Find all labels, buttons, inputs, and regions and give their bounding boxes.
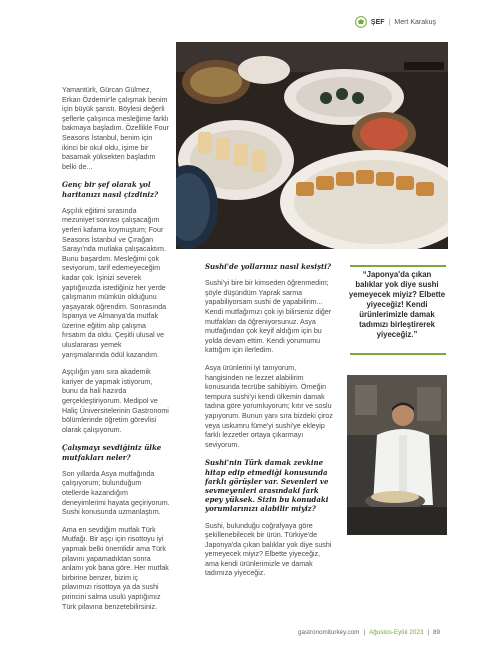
intro-paragraph: Yamantürk, Gürcan Gülmez, Erkan Özdemir'le çalışmak benim için büyük şanstı. Böylesi değerli şeflerle çalışınca mesleğime farklı bakmaya başladım. Özellikle Four Seasons İstanbul, benim için ikinci bir okul oldu, işime bir basamak yüksekten başladım belki de...: [62, 86, 169, 171]
article-column-2: [205, 262, 333, 587]
footer-website: gastronomiturkey.com: [297, 629, 360, 636]
pull-quote: “Japonya'da çıkan balıklar yok diye sushi yemeyecek miyiz? Elbette yiyeceğiz! Kendi ürünlerimizle damak tadımızı birleştirerek yiyeceğiz.”: [348, 270, 446, 339]
footer-separator: |: [427, 629, 429, 636]
page-number: 89: [432, 629, 440, 636]
pull-quote-top-rule: [350, 265, 446, 267]
author-name: Mert Karakuş: [394, 18, 436, 26]
sushi-platter-photo: [176, 42, 448, 249]
footer-issue: Ağustos-Eylül 2023: [369, 629, 424, 636]
page-footer: [298, 629, 440, 636]
question-2: Çalışmayı sevdiğiniz ülke mutfakları neler?: [62, 443, 162, 462]
header-separator: |: [388, 18, 391, 26]
page-header: [355, 16, 436, 28]
article-column-1: [62, 86, 170, 620]
answer-3-continued: Asya ürünlerini iyi tanıyorum, hangisinden ne lezzet alabilirim konusunda tecrübe sahibiyim. Örneğin tempura sushi'yi kendi ülkemin damak tadına göre yorumluyorum; kıtır ve soslu yapıyorum. Bunun yanı sıra bizdeki çiroz veya uskumru füme'yi sushi'ye ekleyip farklı lezzetler ortaya çıkarmayı seviyorum.: [205, 363, 333, 449]
answer-4: Sushi, bulunduğu coğrafyaya göre şekillenebilecek bir ürün. Türkiye'de Japonya'da çıkan balıklar yok diye sushi yemeyecek miyiz? Elbette yiyeceğiz, ama kendi ürünlerimizle ve damak tadımıza yiyeceğiz.: [205, 521, 332, 578]
question-1: Genç bir şef olarak yol haritanızı nasıl çizdiniz?: [62, 180, 159, 199]
answer-2: Son yıllarda Asya mutfağında çalışıyorum; bulunduğum otellerde kazandığım deneyimlerimi hayata geçiriyorum. Sushi konusunda uzmanlaştım.: [62, 469, 170, 517]
question-3: Sushi'de yollarınız nasıl kesişti?: [205, 262, 332, 271]
question-4: Sushi'nin Türk damak zevkine hitap edip etmediği konusunda farklı görüşler var. Sevenleri ve sevmeyenleri arasındaki fark epey yüksek. Sizin bu konudaki yorumlarınızı alabilir miyiz?: [205, 458, 329, 514]
answer-3: Sushi'yi bire bir kimseden öğrenmedim; şöyle düşündüm Yaprak sarma yapabiliyorsam sushi de yapabilirim... Kendi mutfağımızı çok iyi bilirseniz diğer mutfakları da öğreniyorsunuz. Asya mutfağından çok keyif aldığım için bu yolda devam ettim. Kendi yorumumu kattığım için ilerledim.: [205, 279, 332, 355]
answer-1: Aşçılık eğitimi sırasında mezuniyet sonrası çalışacağım yerleri kafama koymuştum; Four Seasons İstanbul ve Çırağan Sarayı'nda mutlaka çalışacaktım. Bunu başardım. Mesleğimi çok seviyorum, tarif edemeyeceğim kadar çok. İşinizi severek yaptığınızda istediğiniz her yerde çalışmanın mümkün olduğunu yaşayarak öğrendim. Sonrasında İspanya ve Almanya'da mutfak üzerine eğitim alıp çalışma fırsatım da oldu. Çeşitli ulusal ve uluslararası yemek yarışmalarında ödül kazandım.: [62, 206, 167, 359]
footer-separator: |: [363, 629, 366, 636]
answer-1-continued: Aşçılığın yanı sıra akademik kariyer de yapmak istiyorum, bunu da hali hazırda gerçekleştiriyorum. Medipol ve Haliç Üniversitelerinin Gastronomi bölümlerinde öğretim görevlisi olarak çalışıyorum.: [62, 368, 169, 434]
answer-2-continued: Ama en sevdiğim mutfak Türk Mutfağı. Bir aşçı için risottoyu iyi yapmak belki önemlidir ama Türk pilavını yapamadıktan sonra anlamı yok bana göre. Her mutfak birbirine benzer, bizim iç pilavımızı risottoya ya da sushi pirincini salma usulü yaptığımız Türk pilavına benzetebilirsiniz.: [62, 525, 169, 611]
pull-quote-bottom-rule: [350, 353, 446, 355]
section-label: ŞEF: [370, 18, 385, 26]
chef-hat-icon: [355, 16, 367, 28]
chef-cooking-photo: [347, 375, 447, 535]
